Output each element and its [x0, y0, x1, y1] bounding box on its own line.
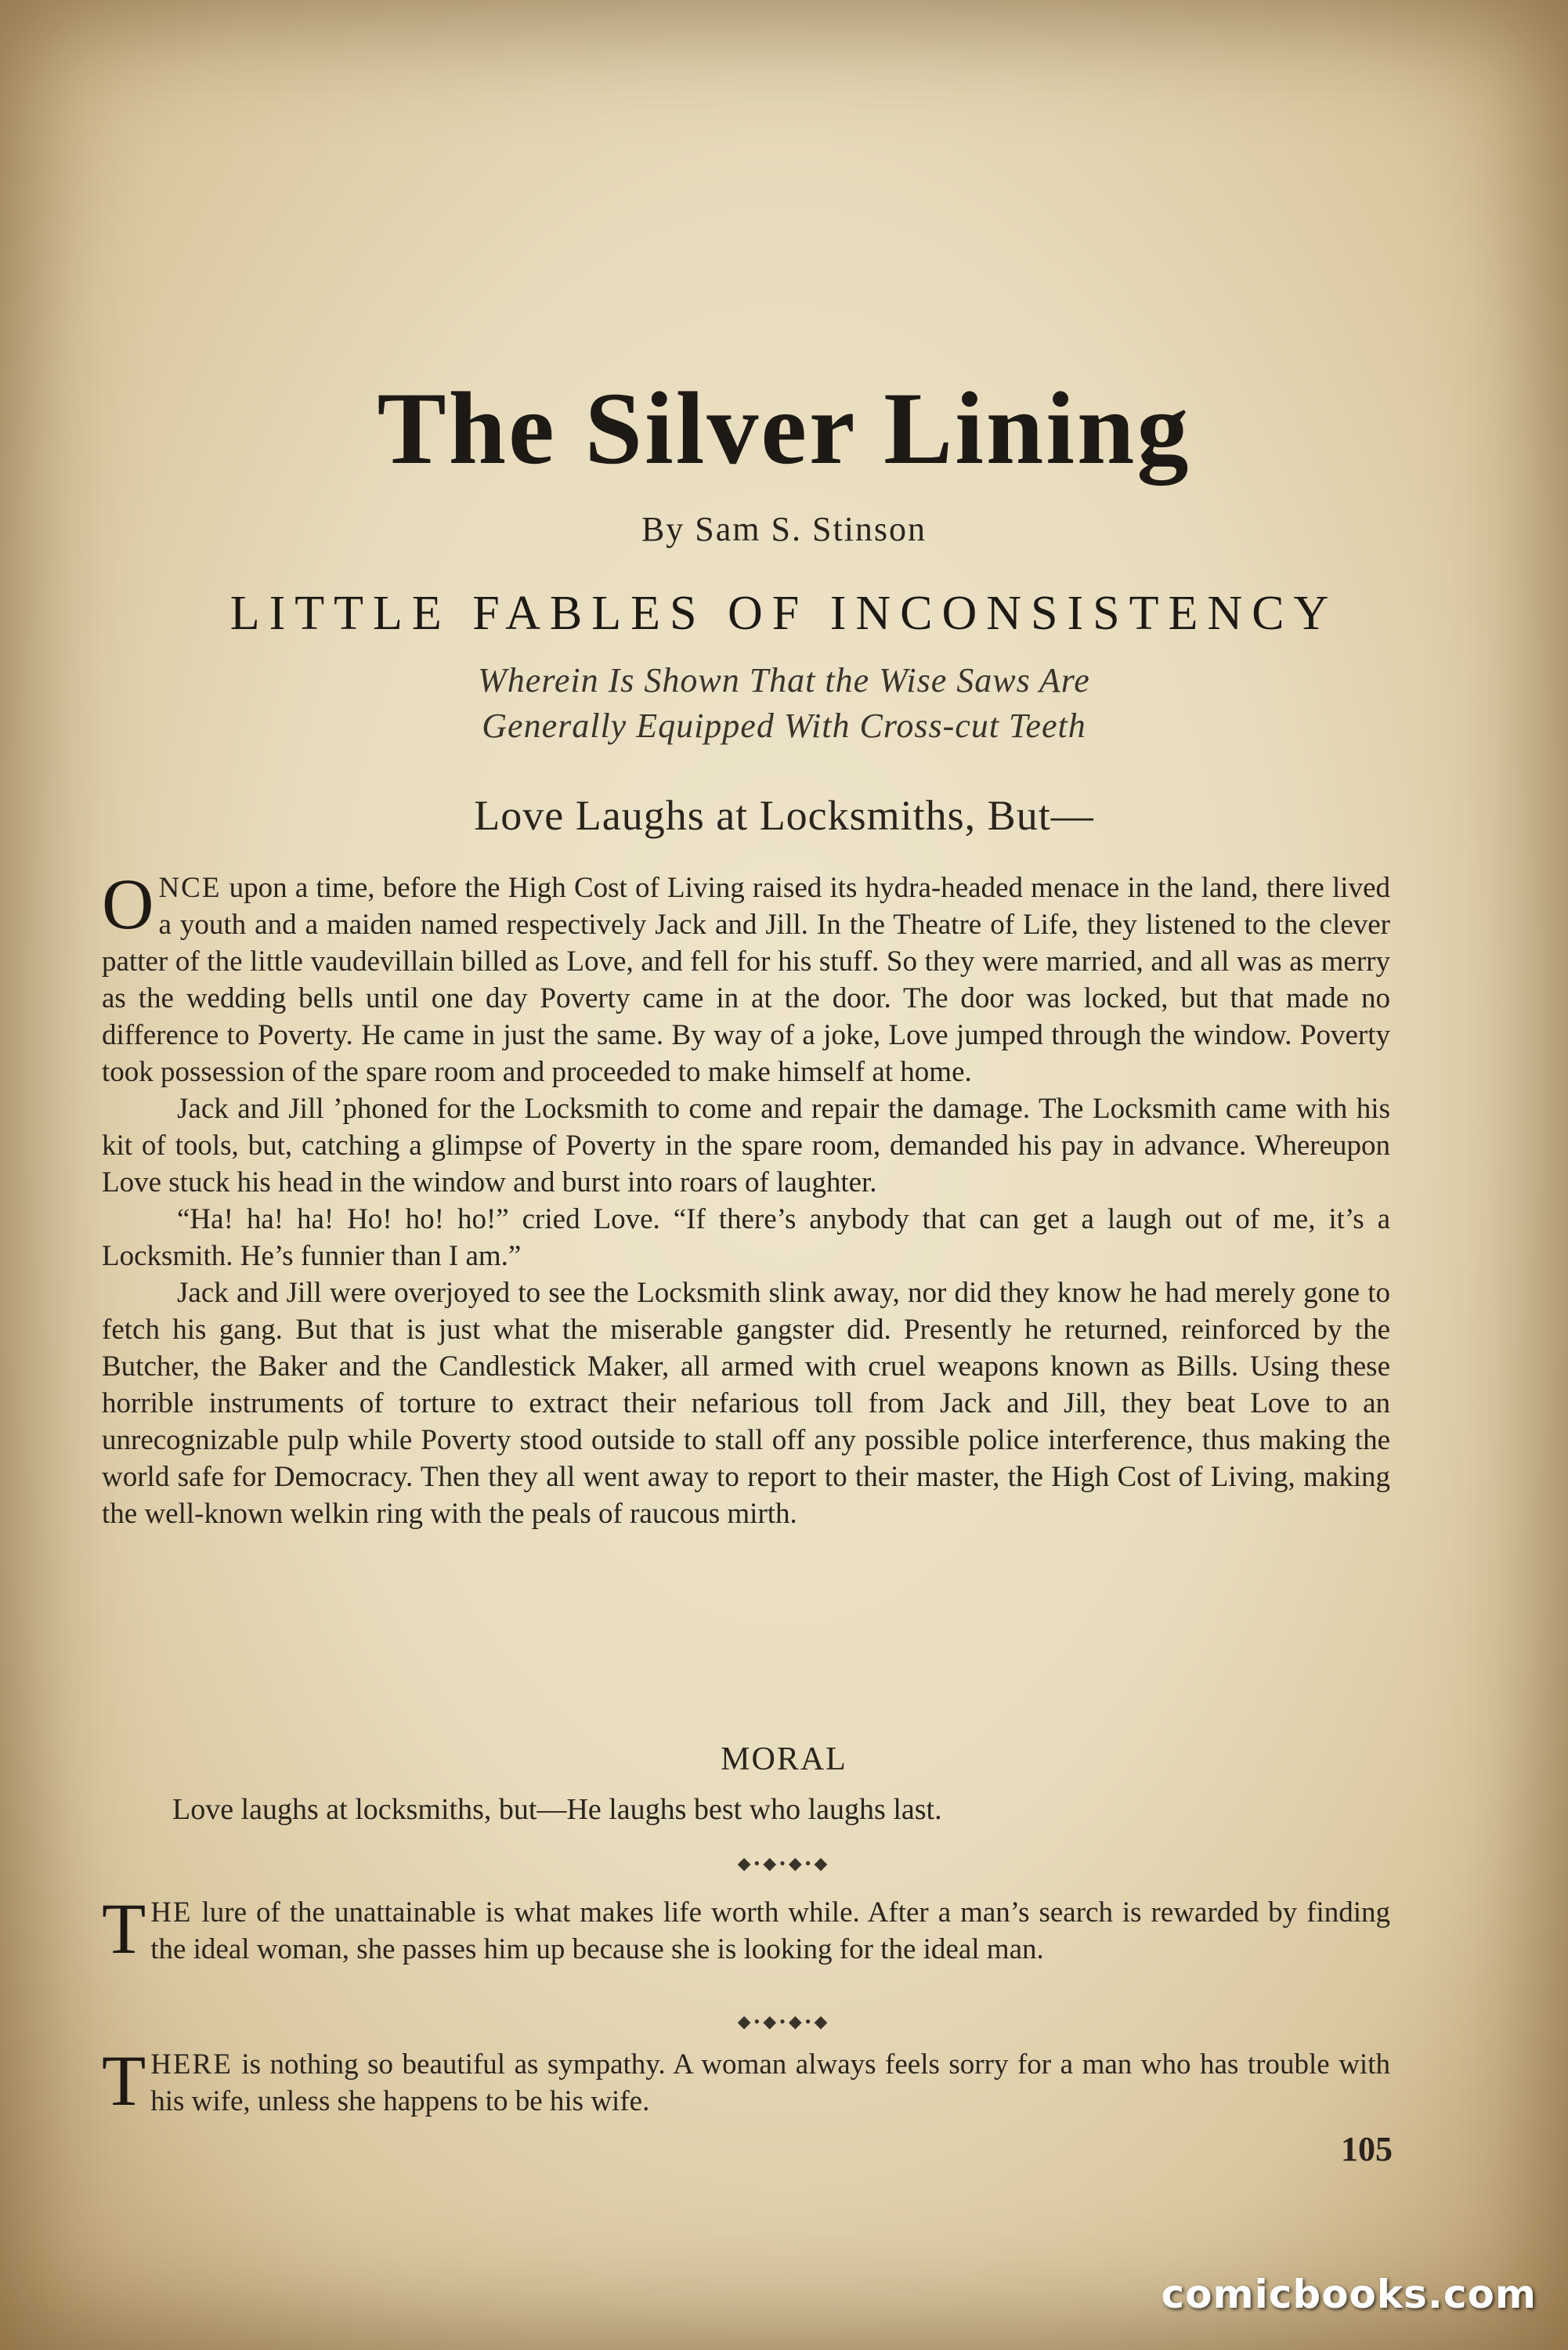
subtitle [0, 658, 1568, 749]
epigram-1 [102, 1889, 1390, 1969]
fable-body [102, 864, 1390, 1532]
ornament-divider-icon: ◆•◆•◆•◆ [737, 1853, 831, 1873]
ornament-divider-icon: ◆•◆•◆•◆ [737, 2012, 831, 2031]
fable-paragraph-3: “Ha! ha! ha! Ho! ho! ho!” cried Love. “If there’s anybody that can get a laugh out of me, it’s a Locksmith. He’s funnier than I am.” [102, 1203, 1390, 1272]
watermark-logo: comicbooks.com [1161, 2272, 1537, 2317]
paragraph-text: upon a time, before the High Cost of Living raised its hydra-headed menace in the land, there lived a youth and a maiden named respectively Jack and Jill. In the Theatre of Life, they listened to the clever patter of the little vaudevillain billed as Love, and fell for his stuff. So they were married, and all was as merry as the wedding bells until one day Poverty came in at the door. The door was locked, but that made no difference to Poverty. He came in just the same. By way of a joke, Love jumped through the window. Poverty took possession of the spare room and proceeded to make himself at home. [102, 872, 1390, 1088]
lead-small-caps: HERE [150, 2048, 233, 2081]
drop-cap: O [102, 864, 154, 944]
fable-paragraph-4: Jack and Jill were overjoyed to see the Locksmith slink away, nor did they know he had merely gone to fetch his gang. But that is just what the miserable gangster did. Presently he returned, reinforced by the Butcher, the Baker and the Candlestick Maker, all armed with cruel weapons known as Bills. Using these horrible instruments of torture to extract their nefarious toll from Jack and Jill, they beat Love to an unrecognizable pulp while Poverty stood outside to stall off any possible police interference, thus making the world safe for Democracy. Then they all went away to report to their master, the High Cost of Living, making the well-known welkin ring with the peals of raucous mirth. [102, 1277, 1390, 1530]
subtitle-line-1: Wherein Is Shown That the Wise Saws Are [478, 661, 1090, 700]
moral-heading: MORAL [721, 1741, 847, 1777]
page-number: 105 [1341, 2130, 1393, 2168]
moral-text: Love laughs at locksmiths, but—He laughs best who laughs last. [172, 1793, 942, 1826]
epigram-1-paragraph [102, 1889, 1390, 1969]
series-heading: LITTLE FABLES OF INCONSISTENCY [229, 587, 1339, 640]
lead-small-caps: NCE [158, 872, 222, 904]
epigram-2-paragraph [102, 2041, 1390, 2120]
paragraph-text: lure of the unattainable is what makes life worth while. After a man’s search is rewarded by finding the ideal woman, she passes him up because she is looking for the ideal man. [150, 1896, 1390, 1965]
fable-paragraph-2: Jack and Jill ’phoned for the Locksmith to come and repair the damage. The Locksmith came with his kit of tools, but, catching a glimpse of Poverty in the spare room, demanded his pay in advance. Whereupon Love stuck his head in the window and burst into roars of laughter. [102, 1093, 1390, 1198]
subtitle-line-2: Generally Equipped With Cross-cut Teeth [482, 707, 1086, 745]
paragraph-text: is nothing so beautiful as sympathy. A woman always feels sorry for a man who has trouble with his wife, unless she happens to be his wife. [150, 2048, 1390, 2117]
fable-paragraph-1 [102, 864, 1390, 1090]
drop-cap: T [102, 2041, 146, 2120]
epigram-2 [102, 2041, 1390, 2120]
byline: By Sam S. Stinson [641, 510, 927, 548]
article-title: The Silver Lining [377, 371, 1191, 486]
lead-small-caps: HE [150, 1896, 193, 1929]
fable-title: Love Laughs at Locksmiths, But— [474, 792, 1094, 839]
drop-cap: T [102, 1889, 146, 1969]
